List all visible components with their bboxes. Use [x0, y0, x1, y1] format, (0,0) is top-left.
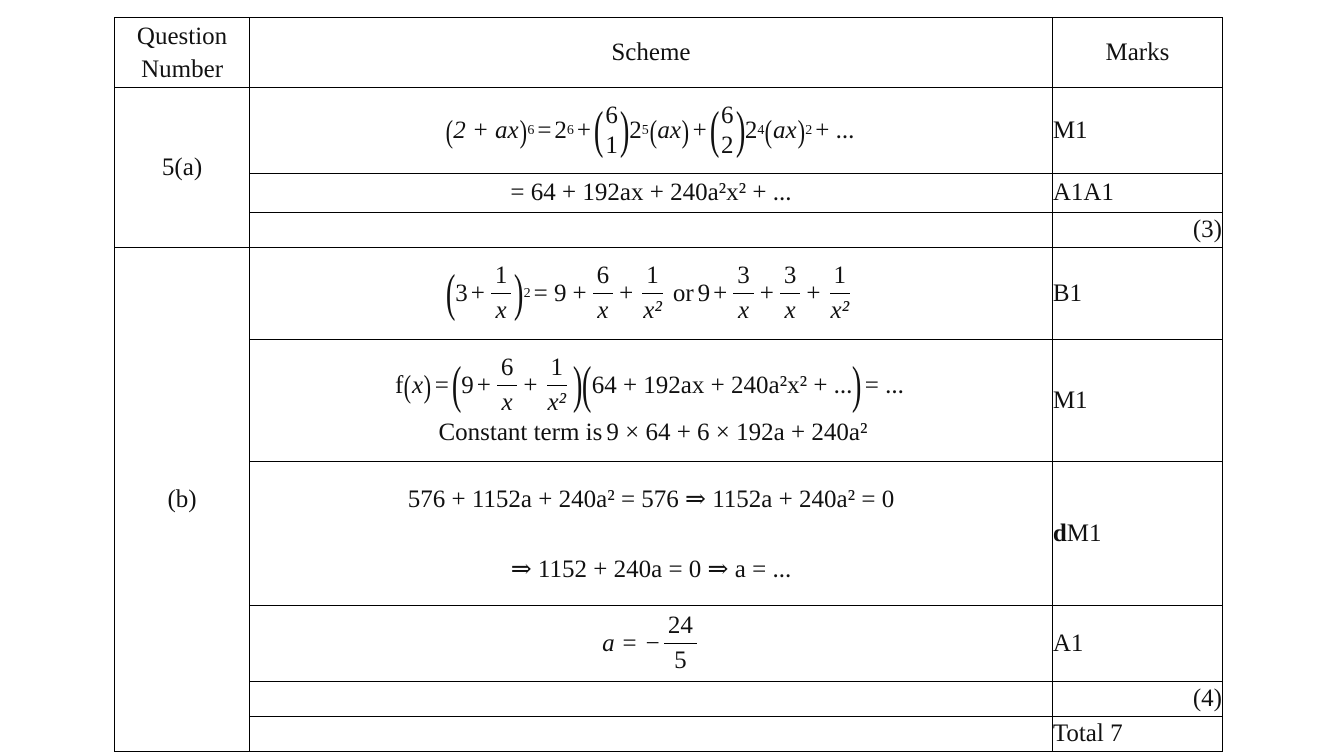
part-a-mark-2: A1A1 [1052, 174, 1222, 213]
mark-scheme-table [114, 17, 1223, 752]
total-marks: Total 7 [1052, 717, 1222, 752]
header-question-number: Question Number [115, 18, 250, 88]
b2-constant-label: Constant term is [438, 419, 603, 446]
b1-or: or [672, 279, 694, 307]
header-scheme: Scheme [250, 18, 1053, 88]
part-a-subtotal-blank [250, 213, 1053, 248]
part-a-result-line: = 64 + 192ax + 240a²x² + ... [510, 179, 792, 206]
b1-f3 [733, 262, 754, 325]
t1-base: 2 [554, 116, 567, 144]
binomial-6-1 [605, 101, 618, 161]
b2-const: 9 [461, 371, 474, 399]
b1-f4 [780, 262, 801, 325]
b3-line1: 576 + 1152a + 240a² = 576 ⇒ 1152a + 240a² = 0 [407, 485, 895, 513]
part-b-row-2 [115, 340, 1223, 462]
b2-f1-den: x [501, 389, 513, 416]
b2-f2-num: 1 [547, 354, 568, 386]
b1-inner-num: 1 [491, 262, 512, 294]
part-b-subtotal-row [115, 682, 1223, 717]
b2-f1 [497, 354, 518, 417]
b1-f3-den: x [737, 297, 750, 324]
b1-alt-const: 9 [697, 279, 711, 307]
b3-line2: ⇒ 1152 + 240a = 0 ⇒ a = ... [510, 555, 792, 583]
part-b-mark-4: A1 [1052, 606, 1222, 682]
t2-inner: ax [657, 116, 681, 144]
b4-den: 5 [674, 647, 687, 674]
part-b-subtotal-blank [250, 682, 1053, 717]
part-a-result [250, 174, 1053, 213]
t3-base: 2 [744, 116, 758, 144]
b4-frac [664, 612, 697, 675]
b1-inner-const: 3 [455, 279, 468, 307]
t-tail: + ... [815, 116, 855, 144]
b1-f4-den: x [784, 297, 796, 324]
b1-f1 [593, 262, 614, 325]
header-marks: Marks [1052, 18, 1222, 88]
b1-f5-den: x² [830, 297, 850, 324]
b1-f3-num: 3 [733, 262, 754, 294]
part-b-answer [250, 606, 1053, 682]
binomial-6-2 [721, 101, 734, 161]
part-b-row-4 [115, 606, 1223, 682]
part-b-solve [250, 462, 1053, 606]
part-b-row-3 [115, 462, 1223, 606]
b2-arg: x [412, 371, 424, 399]
b1-f2-den: x² [643, 297, 662, 324]
b1-f4-num: 3 [780, 262, 801, 294]
part-a-label: 5(a) [115, 88, 250, 248]
b1-f1-num: 6 [593, 262, 614, 294]
b1-f5-num: 1 [830, 262, 851, 294]
total-blank [250, 717, 1053, 752]
binom1-bottom: 1 [605, 131, 618, 159]
part-b-product: f ( x ) = ( 9 + $\frac{6}{x}$ + $\frac{1}{\text{x²}}$ ) ( 64 + 192ax + 240a²x² + ... ) = ... Constant term is 9 × 64 + 6 × 192a + 240a² [250, 340, 1053, 462]
b1-f1-den: x [597, 297, 609, 324]
b3-mark-bold: d [1052, 519, 1067, 547]
part-a-subtotal-row [115, 213, 1223, 248]
binom2-bottom: 2 [721, 131, 734, 159]
b2-f1-num: 6 [497, 354, 518, 386]
part-b-label: (b) [115, 248, 250, 752]
b1-f2 [639, 262, 666, 325]
b3-mark-rest: M1 [1066, 519, 1102, 547]
header-row [115, 18, 1223, 88]
part-a-row-1 [115, 88, 1223, 174]
part-b-square: ( 3 + $\frac{1}{x}$ ) 2 = 9 + $\frac{6}{x}$ + $\frac{1}{\text{x²}}$ or 9 + $\frac{3}{x}$ + $\frac{3}{x}$ + $\frac{1}{\text{x²}}$ [250, 248, 1053, 340]
binom1-top: 6 [605, 101, 618, 129]
b1-f2-num: 1 [642, 262, 663, 294]
part-b-mark-2: M1 [1052, 340, 1222, 462]
lhs-inner: 2 + ax [453, 116, 519, 144]
t2-base: 2 [629, 116, 642, 144]
part-b-mark-1: B1 [1052, 248, 1222, 340]
b2-bracket2: 64 + 192ax + 240a²x² + ... [591, 371, 853, 399]
part-a-row-2 [115, 174, 1223, 213]
b2-tail: = ... [864, 371, 904, 399]
b2-f2 [543, 354, 570, 417]
t3-inner: ax [773, 116, 797, 144]
total-row [115, 717, 1223, 752]
part-a-expansion: ( 2 + ax ) 6 = 2 6 + ( 6 1 ) 2 5 ( ax ) + ( 6 2 ) 2 4 ( ax ) 2 + ... [250, 88, 1053, 174]
b4-num: 24 [664, 612, 697, 644]
b2-f2-den: x² [547, 389, 567, 416]
part-b-row-1 [115, 248, 1223, 340]
b4-lhs: a = − [602, 629, 661, 657]
part-a-mark-1: M1 [1052, 88, 1222, 174]
binom2-top: 6 [721, 101, 734, 129]
b1-inner-den: x [495, 297, 507, 324]
part-b-subtotal: (4) [1052, 682, 1222, 717]
b2-func: f [395, 371, 404, 399]
part-a-subtotal: (3) [1052, 213, 1222, 248]
b1-rhs-const: = 9 [533, 279, 567, 307]
part-b-mark-3 [1052, 462, 1222, 606]
b1-f5 [826, 262, 853, 325]
b1-inner-frac [491, 262, 512, 325]
b2-constant-expr: 9 × 64 + 6 × 192a + 240a² [606, 419, 868, 446]
